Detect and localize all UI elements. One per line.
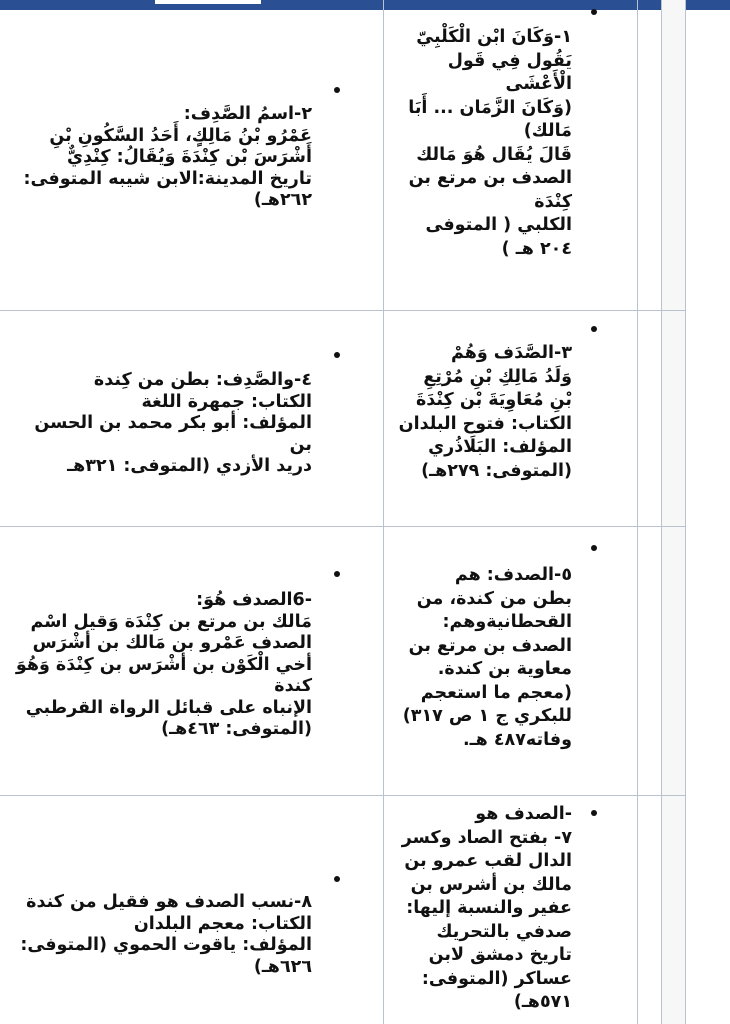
entry-1-text: ١-وَكَانَ ابْن الْكَلْبِيّ يَقُول فِي قَول الْأَعْشَى (وَكَانَ الزَّمَان ... أَبَا مَالك) قَالَ يُقَال هُوَ مَالك الصدف بن مرتع بن كِنْدَة الكلبي ( المتوفى ٢٠٤ هـ ) bbox=[408, 27, 572, 259]
bullet-icon bbox=[334, 87, 340, 93]
bullet-icon bbox=[334, 352, 340, 358]
grid-line bbox=[383, 0, 384, 1024]
bullet-icon bbox=[591, 810, 597, 816]
bullet-icon bbox=[334, 571, 340, 577]
grid-line bbox=[637, 0, 638, 1024]
grid-line bbox=[661, 0, 662, 1024]
entry-6-text: -6الصدف هُوَ: مَالك بن مرتع بن كِنْدَة وَقيل اسْم الصدف عَمْرو بن مَالك بن أشْرَس أخي الْكَوْن بن أشْرَس بن كِنْدَة وَهُوَ كندة الإنباه على قبائل الرواة القرطبي (المتوفى: ٤٦٣هـ) bbox=[15, 590, 312, 739]
entry-7-text: -الصدف هو ٧- بفتح الصاد وكسر الدال لقب عمرو بن مالك بن أشرس بن عفير والنسبة إليها: صدفي بالتحريك تاريخ دمشق لابن عساكر (المتوفى: ٥٧١هـ) bbox=[401, 804, 572, 1012]
entry-4-text: ٤-والصَّدِف: بطن من كِندة الكتاب: جمهرة اللغة المؤلف: أبو بكر محمد بن الحسن بن دريد الأزدي (المتوفى: ٣٢١هـ bbox=[34, 370, 312, 476]
bullet-icon bbox=[334, 876, 340, 882]
bullet-icon bbox=[591, 545, 597, 551]
entry-2-text: ٢-اسمُ الصَّدِف: عَمْرُو بْنُ مَالِكٍ، أَحَدُ السَّكُونِ بْنِ أَشْرَسَ بْن كِنْدَةَ وَيُقَالُ: كِنْدِيٌّ تاريخ المدينة:الابن شيبه المتوفى: ٢٦٢هـ) bbox=[23, 104, 312, 210]
entry-8-text: ٨-نسب الصدف هو فقيل من كندة الكتاب: معجم البلدان المؤلف: ياقوت الحموي (المتوفى: ٦٢٦هـ) bbox=[20, 892, 312, 977]
right-margin-column bbox=[661, 0, 685, 1024]
active-tab-indicator bbox=[155, 0, 261, 4]
entry-3-text: ٣-الصَّدَف وَهُمْ وَلَدُ مَالِكِ بْنِ مُرْتِعِ بْنِ مُعَاوِيَةَ بْن كِنْدَةَ الكتاب: فتوح البلدان المؤلف: البَلَاذُري (المتوفى: ٢٧٩هـ) bbox=[398, 343, 572, 481]
row-divider bbox=[0, 526, 685, 527]
row-divider bbox=[0, 795, 685, 796]
entry-5-text: ٥-الصدف: هم بطن من كندة، من القحطانيةوهم: الصدف بن مرتع بن معاوية بن كندة. (معجم ما استعجم للبكري ج ١ ص ٣١٧) وفاته٤٨٧ هـ. bbox=[402, 565, 572, 750]
row-divider bbox=[0, 310, 685, 311]
bullet-icon bbox=[591, 9, 597, 15]
bullet-icon bbox=[591, 326, 597, 332]
grid-line bbox=[685, 0, 686, 1024]
top-toolbar bbox=[0, 0, 730, 10]
